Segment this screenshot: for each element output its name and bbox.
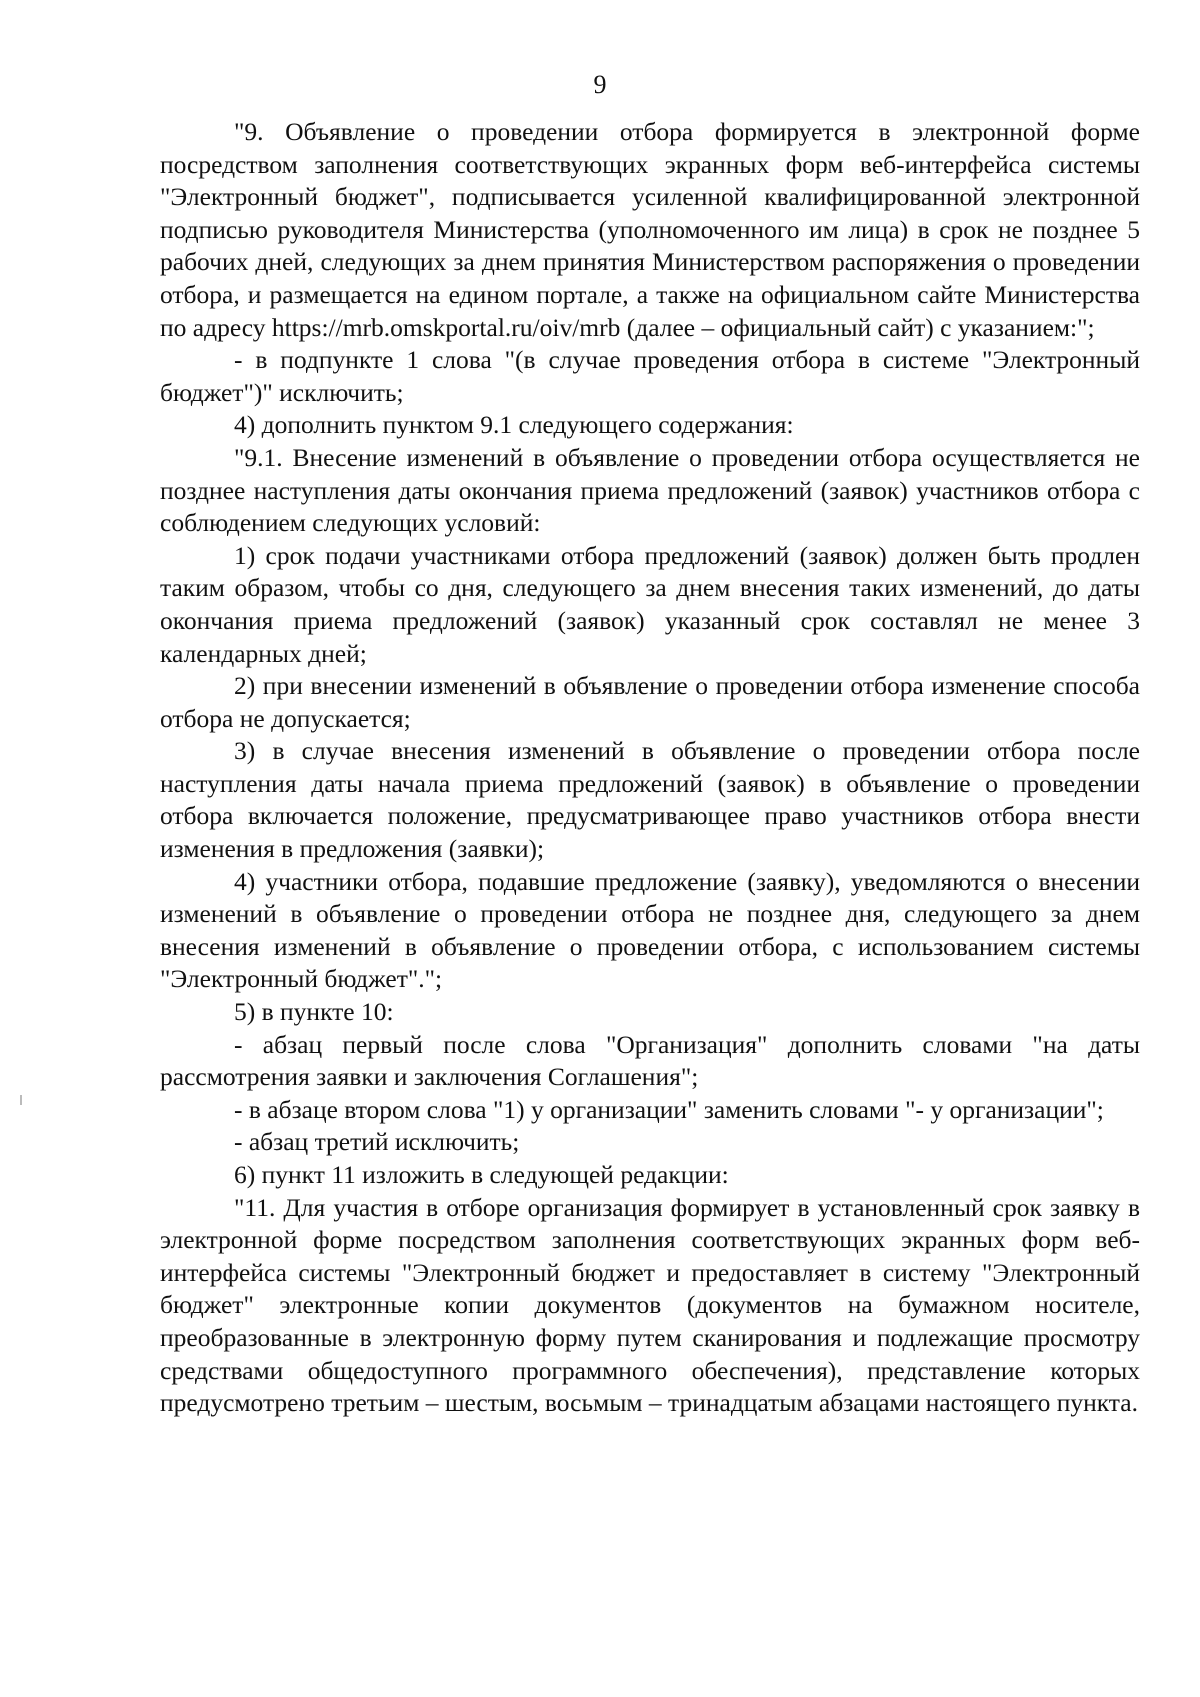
paragraph-point-10-third: - абзац третий исключить; [234,1127,520,1157]
paragraph-condition-1: 1) срок подачи участниками отбора предложений (заявок) должен быть продлен таким образом, чтобы со дня, следующего за днем внесения таких изменений, до даты окончания приема предложений (заявок) указанный срок составлял не менее 3 календарных дней; [160,540,1140,668]
paragraph-condition-3: 3) в случае внесения изменений в объявление о проведении отбора после наступления даты начала приема предложений (заявок) в объявление о проведении отбора включается положение, предусматривающее право участников отбора внести изменения в предложения (заявки); [160,736,1140,864]
paragraph-point-11-text: "11. Для участия в отборе организация формирует в установленный срок заявку в электронной форме посредством заполнения соответствующих экранных форм веб-интерфейса системы "Электронный бюджет и предоставляет в систему "Электронный бюджет" электронные копии документов (документов на бумажном носителе, преобразованные в электронную форму путем сканирования и подлежащие просмотру средствами общедоступного программного обеспечения), представление которых предусмотрено третьим – шестым, восьмым – тринадцатым абзацами настоящего пункта. [160,1192,1140,1418]
paragraph-point-10-second: - в абзаце втором слова "1) у организации" заменить словами "- у организации"; [234,1094,1104,1124]
paragraph-9-1-changes: "9.1. Внесение изменений в объявление о проведении отбора осуществляется не позднее наступления даты окончания приема предложений (заявок) участников отбора с соблюдением следующих условий: [160,442,1140,538]
document-body [160,116,1140,1420]
paragraph-point-10: 5) в пункте 10: [234,997,394,1027]
paragraph-point-10-first: - абзац первый после слова "Организация" дополнить словами "на даты рассмотрения заявки и заключения Соглашения"; [160,1029,1140,1092]
paragraph-condition-4: 4) участники отбора, подавшие предложение (заявку), уведомляются о внесении изменений в объявление о проведении отбора не позднее дня, следующего за днем внесения изменений в объявление о проведении отбора, с использованием системы "Электронный бюджет"."; [160,866,1140,994]
paragraph-point-11-edit: 6) пункт 11 изложить в следующей редакции: [234,1160,729,1189]
paragraph-subpoint-1-exclusion: - в подпункте 1 слова "(в случае проведения отбора в системе "Электронный бюджет")" исключить; [160,345,1140,407]
paragraph-add-point-9-1: 4) дополнить пунктом 9.1 следующего содержания: [234,410,794,440]
page-number: 9 [593,70,607,99]
paragraph-9-announcement: "9. Объявление о проведении отбора формируется в электронной форме посредством заполнения соответствующих экранных форм веб-интерфейса системы "Электронный бюджет", подписывается усиленной квалифицированной электронной подписью руководителя Министерства (уполномоченного им лица) в срок не позднее 5 рабочих дней, следующих за днем принятия Министерством распоряжения о проведении отбора, и размещается на едином портале, а также на официальном сайте Министерства по адресу https://mrb.omskportal.ru/oiv/mrb (далее – официальный сайт) с указанием:"; [160,117,1140,342]
paragraph-condition-2: 2) при внесении изменений в объявление о проведении отбора изменение способа отбора не допускается; [160,671,1140,733]
scan-artifact [20,1095,22,1105]
